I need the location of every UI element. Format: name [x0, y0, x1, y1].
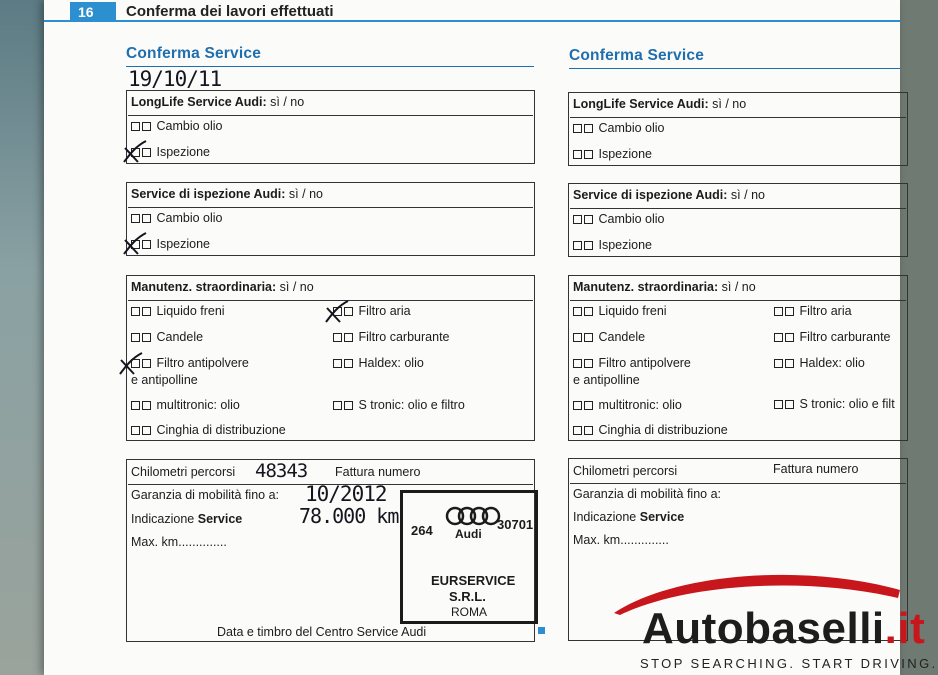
watermark-logo: Autobaselli.it [642, 604, 926, 653]
left-manutenz-item[interactable]: Filtro aria [333, 304, 411, 318]
page-header [44, 0, 900, 22]
check-mark-icon [324, 300, 350, 324]
left-manutenz-item[interactable]: Cinghia di distribuzione [131, 423, 286, 437]
audi-rings-icon [445, 505, 501, 527]
stamp-line-3: ROMA [451, 605, 487, 619]
stamp-code-right: 30701 [497, 517, 534, 532]
left-manutenz-item[interactable]: Filtro carburante [333, 330, 450, 344]
right-manutenz-box [568, 275, 908, 441]
garanzia-km-handwritten: 78.000 km [299, 504, 399, 528]
right-longlife-item[interactable]: Ispezione [573, 147, 652, 161]
right-manutenz-item[interactable]: Haldex: olio [774, 356, 865, 370]
watermark-tagline: STOP SEARCHING. START DRIVING. [640, 656, 938, 671]
garanzia-value-handwritten: 10/2012 [305, 482, 387, 506]
check-mark-icon [122, 232, 148, 256]
left-manutenz-item[interactable]: S tronic: olio e filtro [333, 398, 465, 412]
right-manutenz-item[interactable]: Filtro antipolvere [573, 356, 691, 370]
right-manutenz-item[interactable]: Filtro aria [774, 304, 852, 318]
left-manutenz-item[interactable]: Haldex: olio [333, 356, 424, 370]
right-ispezione-box [568, 183, 908, 257]
left-longlife-item[interactable]: Ispezione [131, 145, 210, 159]
right-manutenz-heading: Manutenz. straordinaria: sì / no [573, 280, 756, 294]
right-manutenz-item-cont: e antipolline [573, 373, 640, 387]
handwritten-date: 19/10/11 [128, 67, 222, 91]
indicazione-label: Indicazione Service [131, 512, 243, 526]
right-km-label: Chilometri percorsi [573, 464, 678, 478]
stamp-brand: Audi [455, 527, 482, 541]
right-section-title: Conferma Service [569, 47, 705, 64]
right-manutenz-item[interactable]: multitronic: olio [573, 398, 682, 412]
left-ispezione-heading: Service di ispezione Audi: sì / no [131, 187, 323, 201]
blue-marker [538, 627, 545, 634]
left-section-title: Conferma Service [126, 45, 262, 62]
right-manutenz-item[interactable]: S tronic: olio e filt [774, 397, 895, 411]
right-indicazione-label: Indicazione Service [573, 510, 685, 524]
left-ispezione-item[interactable]: Ispezione [131, 237, 210, 251]
page-title: Conferma dei lavori effettuati [126, 3, 334, 20]
right-title-rule [569, 68, 900, 69]
right-garanzia-label: Garanzia di mobilità fino a: [573, 487, 721, 501]
right-max-km-label: Max. km.............. [573, 533, 669, 547]
left-manutenz-heading: Manutenz. straordinaria: sì / no [131, 280, 314, 294]
check-mark-icon [122, 140, 148, 164]
right-longlife-item[interactable]: Cambio olio [573, 121, 665, 135]
left-longlife-box [126, 90, 535, 164]
left-ispezione-box [126, 182, 535, 256]
garanzia-label: Garanzia di mobilità fino a: [131, 488, 279, 502]
check-mark-icon [118, 352, 144, 376]
km-label: Chilometri percorsi [131, 465, 236, 479]
left-manutenz-item[interactable]: multitronic: olio [131, 398, 240, 412]
right-manutenz-item[interactable]: Candele [573, 330, 645, 344]
background-left-edge [0, 0, 48, 675]
page-number: 16 [70, 2, 116, 22]
fattura-label: Fattura numero [335, 465, 421, 479]
stamp-line-1: EURSERVICE [431, 573, 516, 588]
left-manutenz-item-cont: e antipolline [131, 373, 198, 387]
right-manutenz-item[interactable]: Liquido freni [573, 304, 667, 318]
right-manutenz-item[interactable]: Filtro carburante [774, 330, 891, 344]
left-longlife-heading: LongLife Service Audi: sì / no [131, 95, 305, 109]
document-page [44, 0, 938, 675]
km-value-handwritten: 48343 [255, 460, 308, 482]
stamp-line-2: S.R.L. [449, 589, 486, 604]
right-manutenz-item[interactable]: Cinghia di distribuzione [573, 423, 728, 437]
right-longlife-heading: LongLife Service Audi: sì / no [573, 97, 747, 111]
left-manutenz-item[interactable]: Filtro antipolvere [131, 356, 249, 370]
right-ispezione-item[interactable]: Ispezione [573, 238, 652, 252]
right-fattura-label: Fattura numero [773, 462, 859, 476]
left-ispezione-item[interactable]: Cambio olio [131, 211, 223, 225]
stamp-code-left: 264 [411, 523, 433, 538]
right-ispezione-heading: Service di ispezione Audi: sì / no [573, 188, 765, 202]
right-ispezione-item[interactable]: Cambio olio [573, 212, 665, 226]
left-manutenz-item[interactable]: Liquido freni [131, 304, 225, 318]
left-longlife-item[interactable]: Cambio olio [131, 119, 223, 133]
dealer-stamp [400, 490, 538, 624]
max-km-label: Max. km.............. [131, 535, 227, 549]
right-longlife-box [568, 92, 908, 166]
data-timbro-label: Data e timbro del Centro Service Audi [217, 625, 427, 639]
left-manutenz-item[interactable]: Candele [131, 330, 203, 344]
